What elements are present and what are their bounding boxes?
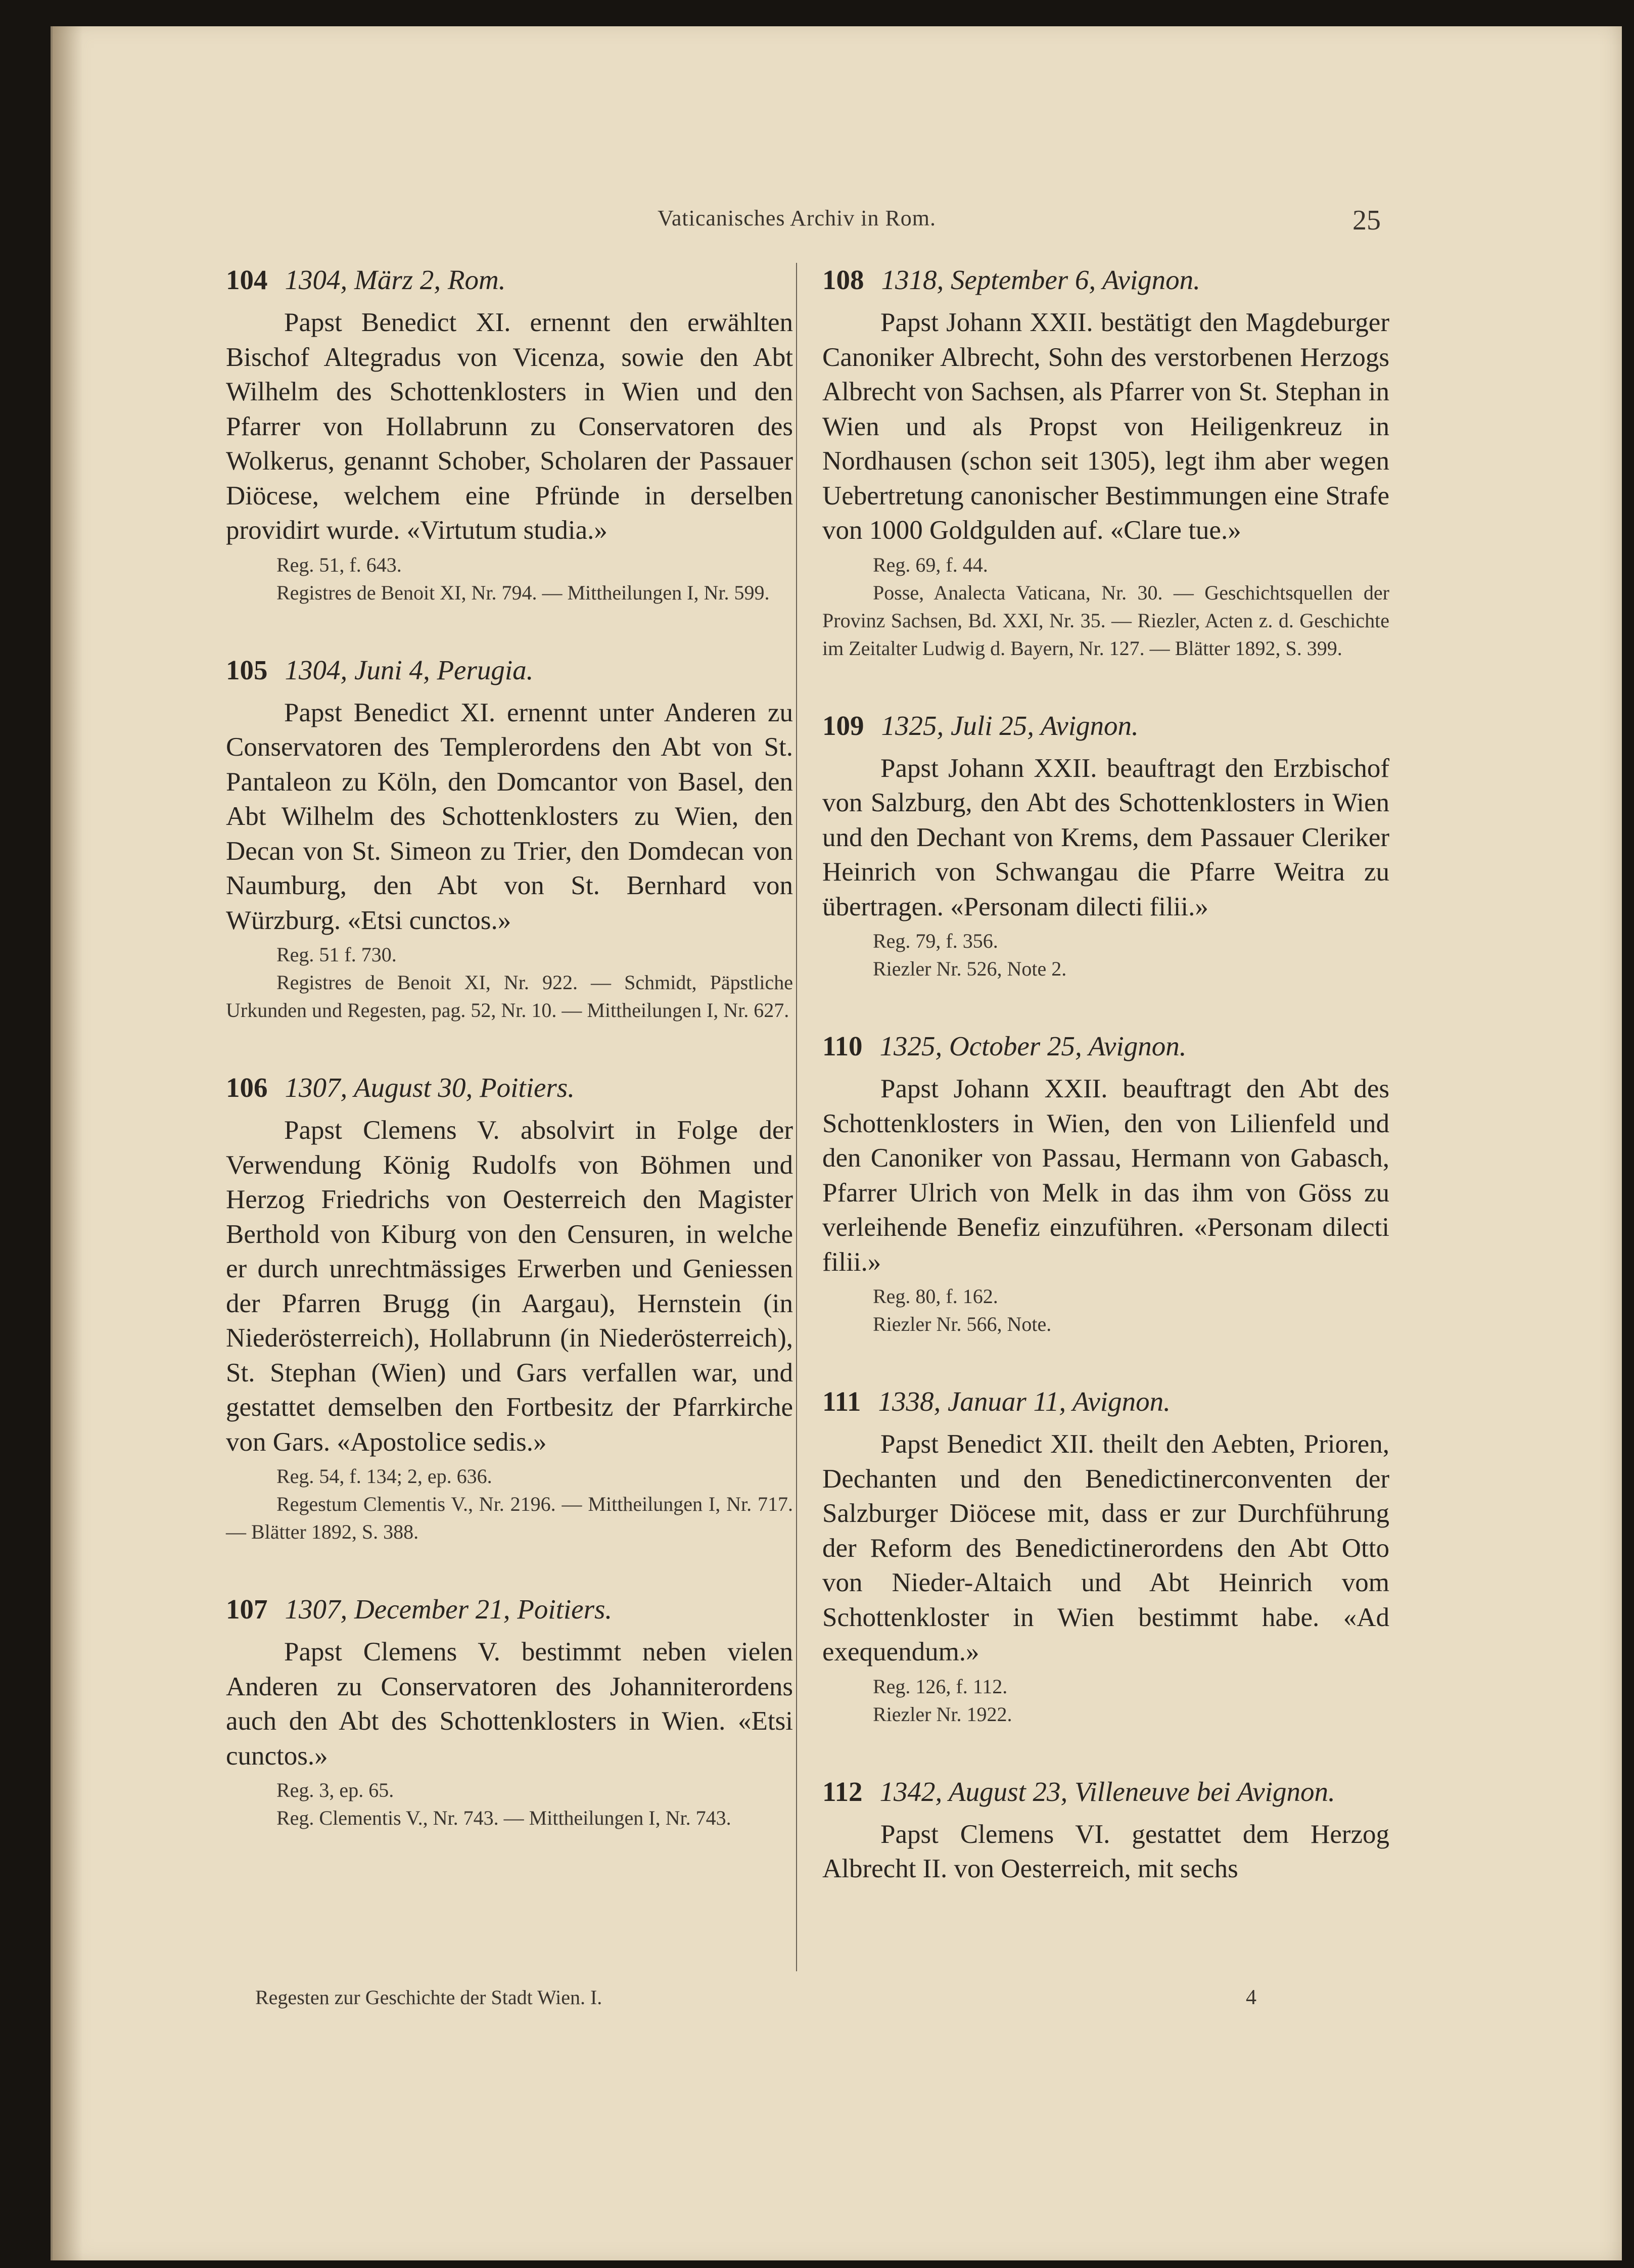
entry-text: Papst Johann XXII. beauftragt den Erzbischof von Salzburg, den Abt des Schottenklosters in Wien und den Dechant von Krems, dem Passauer Cleriker Heinrich von Schwangau die Pfarre Weitra zu übertragen. «Personam dilecti filii.» (822, 753, 1389, 921)
entry-date: 1325, Juli 25, Avignon. (881, 710, 1139, 741)
entry-reference-note: Reg. 54, f. 134; 2, ep. 636. (276, 1465, 492, 1488)
entry-date: 1307, December 21, Poitiers. (285, 1594, 613, 1625)
entry-number: 108 (822, 264, 864, 295)
regest-entry (822, 1775, 1389, 1886)
regest-entry (822, 1029, 1389, 1338)
entry-date: 1342, August 23, Villeneuve bei Avignon. (879, 1776, 1335, 1807)
regest-entry (226, 1592, 793, 1832)
entry-number: 104 (226, 264, 268, 295)
entry-heading (822, 1029, 1389, 1063)
entry-date: 1325, October 25, Avignon. (879, 1031, 1187, 1061)
regest-entry (822, 263, 1389, 662)
entry-number: 105 (226, 654, 268, 685)
entry-text: Papst Johann XXII. beauftragt den Abt des Schottenklosters in Wien, den von Lilienfeld und den Canoniker von Passau, Hermann von Gabasch, Pfarrer Ulrich von Melk in das ihm von Göss zu verleihende Benefiz einzuführen. «Personam dilecti filii.» (822, 1074, 1389, 1277)
entry-number: 111 (822, 1386, 861, 1417)
footer-signature: 4 (1246, 1986, 1256, 2009)
entry-reference-note: Registres de Benoit XI, Nr. 794. — Mittheilungen I, Nr. 599. (276, 581, 770, 604)
entry-text: Papst Johann XXII. bestätigt den Magdeburger Canoniker Albrecht, Sohn des verstorbenen Herzogs Albrecht von Sachsen, als Pfarrer von St. Stephan in Wien und als Propst von Heiligenkreuz in Nordhausen (schon seit 1305), legt ihm aber wegen Uebertretung canonischer Bestimmungen eine Strafe von 1000 Goldgulden auf. «Clare tue.» (822, 308, 1389, 545)
entry-reference-note: Regestum Clementis V., Nr. 2196. — Mittheilungen I, Nr. 717. — Blätter 1892, S. 388. (226, 1493, 793, 1543)
entry-reference-note: Reg. 80, f. 162. (873, 1285, 998, 1308)
footer-series-title: Regesten zur Geschichte der Stadt Wien. I. (255, 1986, 602, 2009)
entry-heading (226, 653, 793, 687)
entry-number: 107 (226, 1594, 268, 1625)
entry-reference-note: Reg. 51 f. 730. (276, 943, 397, 966)
entry-reference-note: Riezler Nr. 1922. (873, 1702, 1012, 1726)
entry-date: 1318, September 6, Avignon. (881, 264, 1200, 295)
entry-text: Papst Benedict XI. ernennt unter Anderen zu Conservatoren des Templerordens den Abt von St. Pantaleon zu Köln, den Domcantor von Basel, den Abt Wilhelm des Schottenklosters zu Wien, den Decan von St. Simeon zu Trier, den Domdecan von Naumburg, den Abt von St. Bernhard von Würzburg. «Etsi cunctos.» (226, 698, 793, 935)
regest-entry (226, 263, 793, 607)
entry-reference-note: Reg. 3, ep. 65. (276, 1779, 394, 1801)
entry-date: 1304, März 2, Rom. (285, 264, 506, 295)
entry-text: Papst Benedict XI. ernennt den erwählten Bischof Altegradus von Vicenza, sowie den Abt Wilhelm des Schottenklosters in Wien und den Pfarrer von Hollabrunn zu Conservatoren des Wolkerus, genannt Schober, Scholaren der Passauer Diöcese, welchem eine Pfründe in derselben providirt wurde. «Virtutum studia.» (226, 308, 793, 545)
entry-reference-note: Riezler Nr. 566, Note. (873, 1313, 1052, 1335)
entry-text: Papst Clemens VI. gestattet dem Herzog Albrecht II. von Oesterreich, mit sechs (822, 1819, 1389, 1883)
entry-date: 1304, Juni 4, Perugia. (285, 654, 534, 685)
entry-number: 110 (822, 1031, 863, 1061)
entry-heading (822, 263, 1389, 297)
entry-heading (822, 709, 1389, 743)
regest-entry (226, 653, 793, 1025)
entry-reference-note: Reg. 126, f. 112. (873, 1675, 1008, 1698)
entry-number: 112 (822, 1776, 863, 1807)
entry-reference-note: Reg. 69, f. 44. (873, 553, 988, 576)
entry-heading (226, 263, 793, 297)
running-head: Vaticanisches Archiv in Rom. (658, 206, 937, 230)
page-number: 25 (1352, 205, 1381, 236)
entry-number: 109 (822, 710, 864, 741)
entry-heading (226, 1592, 793, 1627)
entry-date: 1338, Januar 11, Avignon. (878, 1386, 1171, 1417)
column-divider (796, 263, 797, 1971)
right-column (822, 263, 1389, 1933)
entry-number: 106 (226, 1072, 268, 1103)
page-gutter-shadow (53, 26, 83, 2260)
entry-text: Papst Clemens V. bestimmt neben vielen Anderen zu Conservatoren des Johanniterordens auch den Abt des Schottenklosters in Wien. «Etsi cunctos.» (226, 1637, 793, 1771)
left-column (226, 263, 793, 1878)
entry-heading (822, 1775, 1389, 1809)
entry-reference-note: Reg. 79, f. 356. (873, 930, 998, 952)
entry-text: Papst Benedict XII. theilt den Aebten, Prioren, Dechanten und den Benedictinerconventen der Salzburger Diöcese mit, dass er zur Durchführung der Reform des Benedictinerordens den Abt Otto von Nieder-Altaich und Abt Heinrich vom Schottenkloster in Wien bestimmt habe. «Ad exequendum.» (822, 1429, 1389, 1667)
entry-heading (226, 1071, 793, 1105)
regest-entry (822, 709, 1389, 983)
regest-entry (226, 1071, 793, 1546)
entry-reference-note: Riezler Nr. 526, Note 2. (873, 957, 1067, 980)
entry-reference-note: Registres de Benoit XI, Nr. 922. — Schmidt, Päpstliche Urkunden und Regesten, pag. 52, Nr. 10. — Mittheilungen I, Nr. 627. (226, 971, 793, 1022)
entry-reference-note: Posse, Analecta Vaticana, Nr. 30. — Geschichtsquellen der Provinz Sachsen, Bd. XXI, Nr. 35. — Riezler, Acten z. d. Geschichte im Zeitalter Ludwig d. Bayern, Nr. 127. — Blätter 1892, S. 399. (822, 581, 1389, 660)
entry-reference-note: Reg. 51, f. 643. (276, 553, 402, 576)
regest-entry (822, 1384, 1389, 1728)
entry-reference-note: Reg. Clementis V., Nr. 743. — Mittheilungen I, Nr. 743. (276, 1807, 731, 1829)
entry-text: Papst Clemens V. absolvirt in Folge der Verwendung König Rudolfs von Böhmen und Herzog Friedrichs von Oesterreich den Magister Berthold von Kiburg von den Censuren, in welche er durch unrechtmässiges Erwerben und Geniessen der Pfarren Brugg (in Aargau), Hernstein (in Niederösterreich), Hollabrunn (in Niederösterreich), St. Stephan (Wien) und Gars verfallen war, und gestattet demselben den Fortbesitz der Pfarrkirche von Gars. «Apostolice sedis.» (226, 1116, 793, 1457)
entry-date: 1307, August 30, Poitiers. (285, 1072, 575, 1103)
entry-heading (822, 1384, 1389, 1419)
